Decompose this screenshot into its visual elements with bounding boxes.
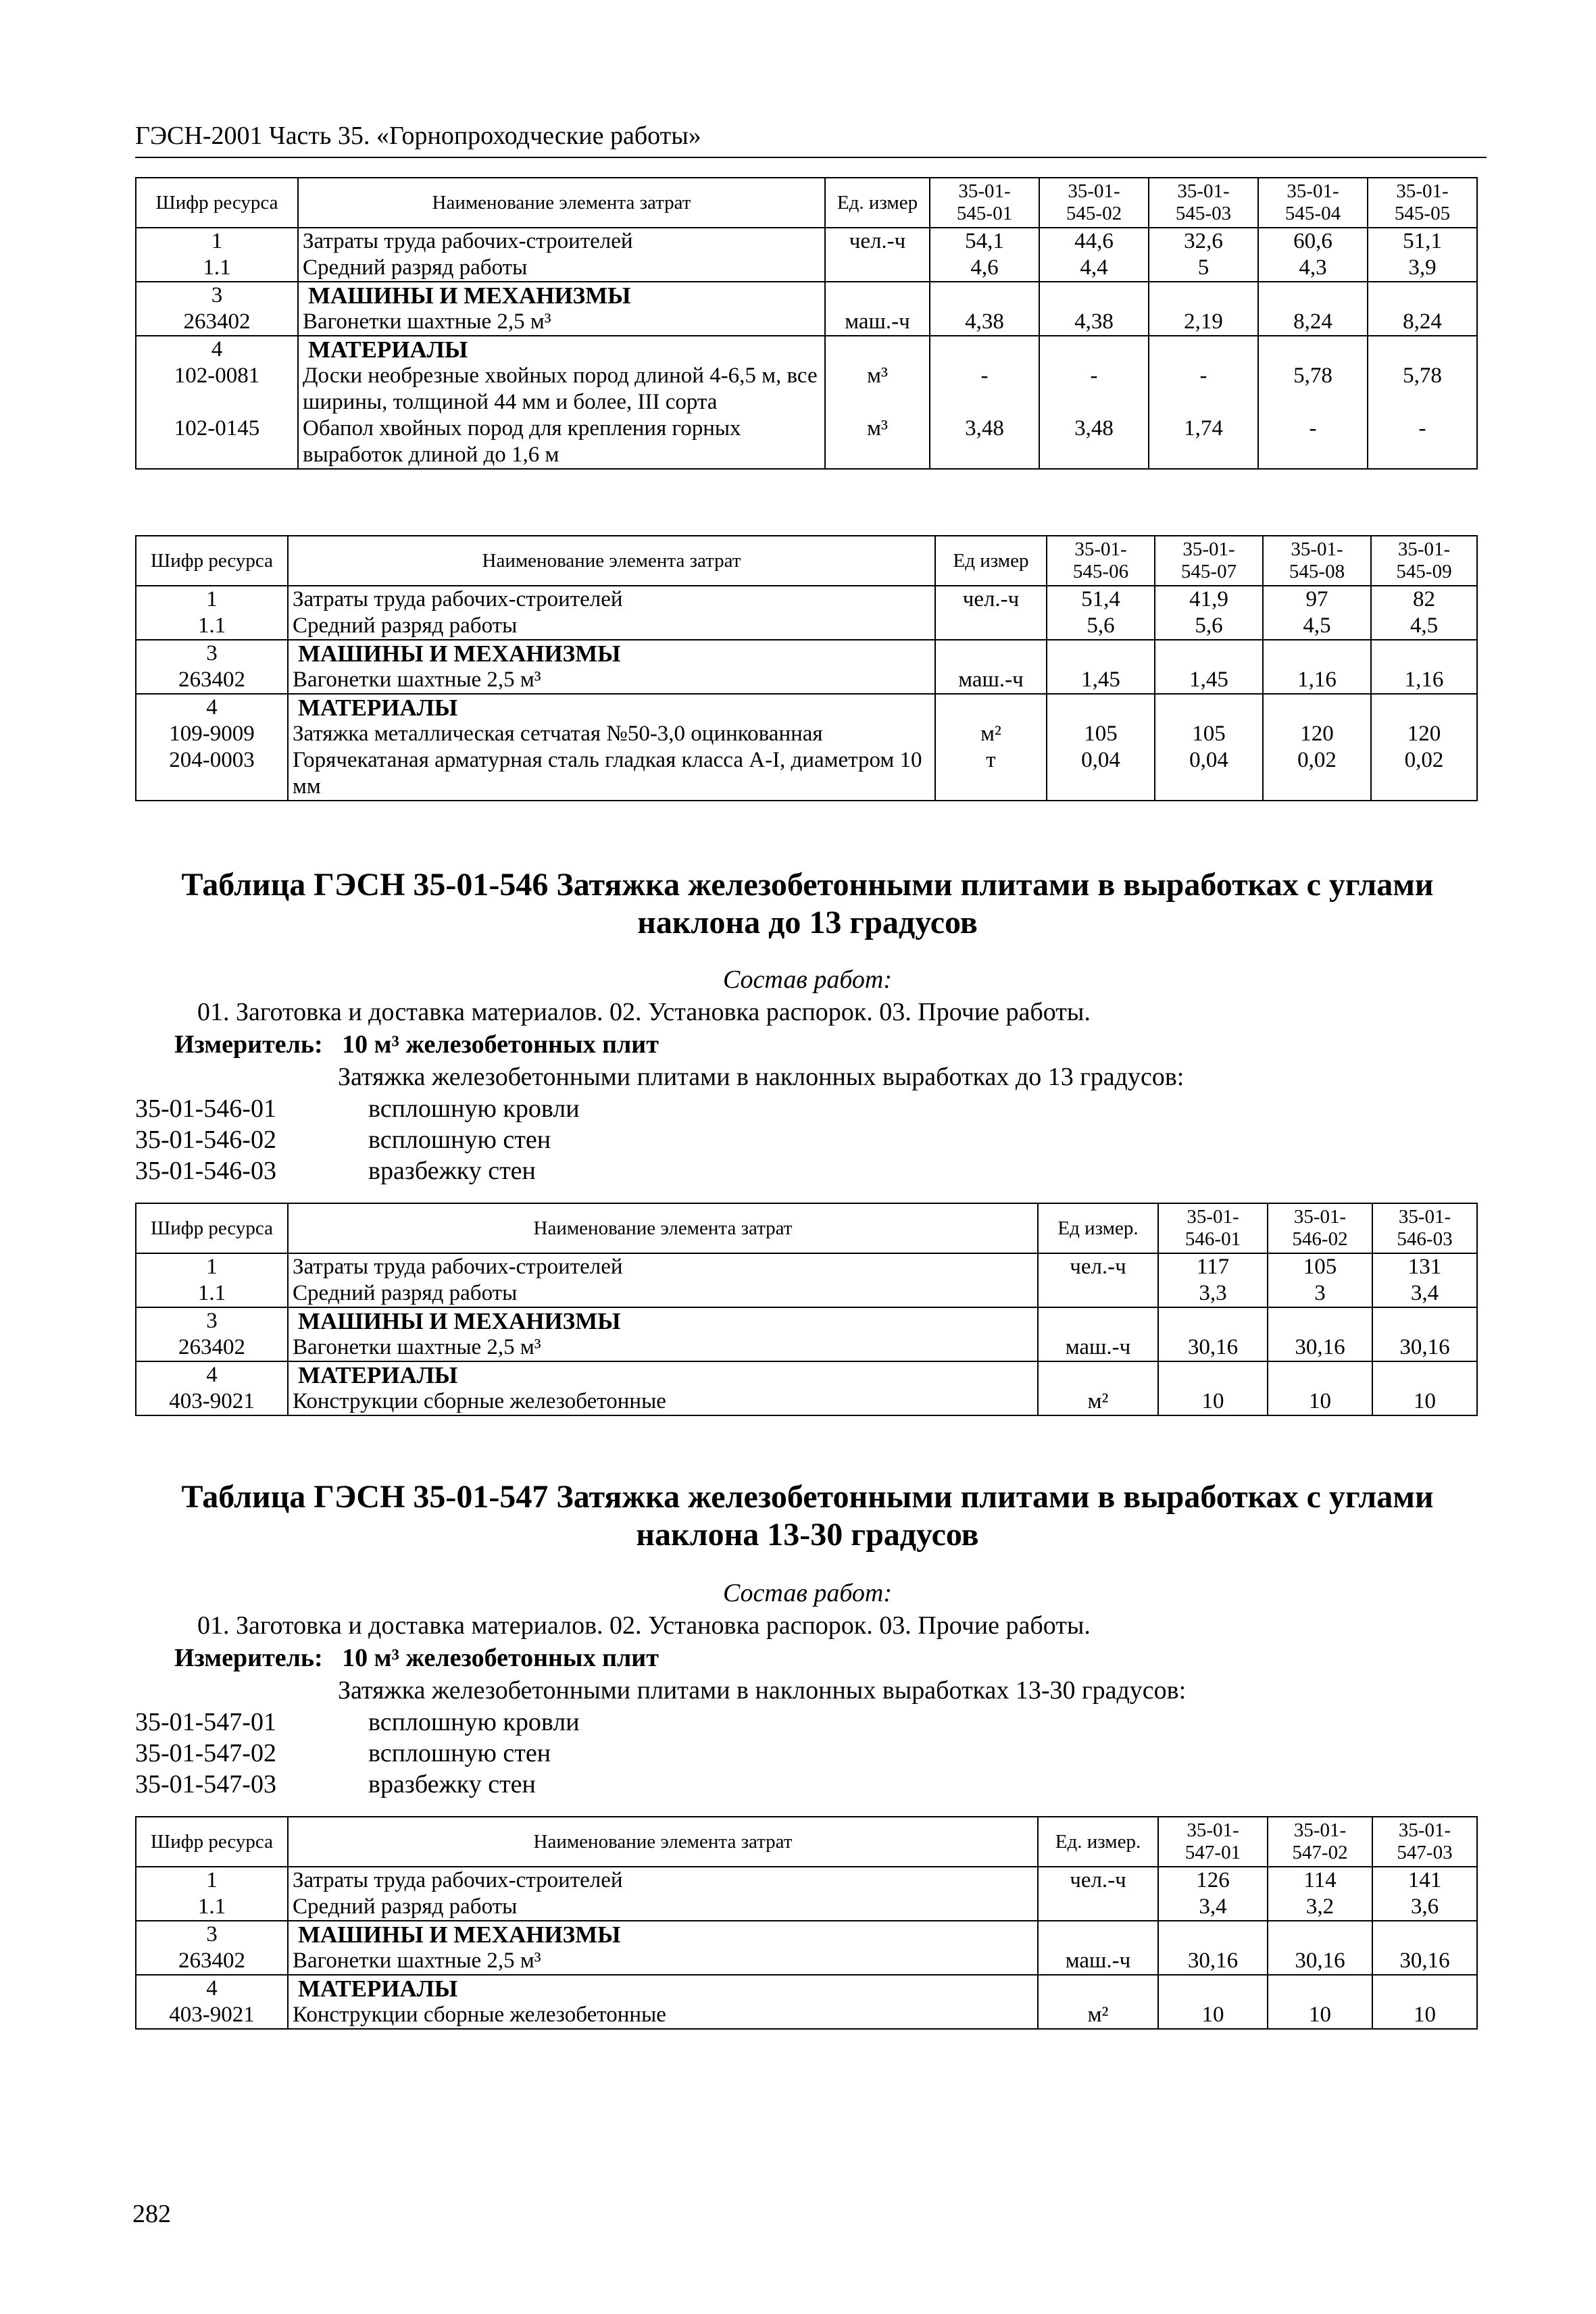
column-header: 35-01- 545-07 <box>1155 536 1263 586</box>
intro-547: Затяжка железобетонными плитами в наклонных выработках 13-30 градусов: <box>338 1676 1187 1705</box>
table-row <box>136 1253 1477 1280</box>
table-row <box>136 1948 1477 1975</box>
resource-name: Затраты труда рабочих-строителей <box>288 586 935 613</box>
unit: маш.-ч <box>825 309 930 336</box>
table-row <box>136 255 1477 282</box>
resource-code: 4 <box>136 694 288 721</box>
resource-name: Доски необрезные хвойных пород длиной 4-6,5 м, все ширины, толщиной 44 мм и более, III сорта <box>298 363 825 416</box>
norm-value <box>1158 1921 1268 1948</box>
norm-value: 10 <box>1158 2002 1268 2029</box>
column-header: Шифр ресурса <box>136 178 298 228</box>
resource-code: 1.1 <box>136 255 298 282</box>
norm-value <box>1368 282 1477 309</box>
norm-value: 30,16 <box>1158 1334 1268 1361</box>
column-header: Наименование элемента затрат <box>288 1203 1038 1253</box>
resource-code: 1 <box>136 1867 288 1894</box>
resource-name: Затраты труда рабочих-строителей <box>288 1253 1038 1280</box>
norm-value: - <box>930 363 1039 416</box>
unit: маш.-ч <box>935 667 1047 694</box>
table-row <box>136 228 1477 255</box>
resource-code: 4 <box>136 1361 288 1388</box>
column-header: 35-01- 545-08 <box>1263 536 1371 586</box>
unit <box>935 640 1047 667</box>
work-code: 35-01-546-02 <box>135 1126 276 1154</box>
norm-value: 10 <box>1372 1388 1477 1415</box>
norm-value <box>1039 336 1149 363</box>
norm-value: 3,9 <box>1368 255 1477 282</box>
resource-table-546 <box>135 1203 1478 1416</box>
meter-line-546 <box>174 1030 659 1059</box>
table-row <box>136 1361 1477 1388</box>
column-header: 35-01- 547-02 <box>1268 1817 1372 1867</box>
resource-code: 263402 <box>136 1948 288 1975</box>
column-header: 35-01- 545-06 <box>1047 536 1155 586</box>
norm-value <box>1372 1921 1477 1948</box>
unit <box>1038 1975 1158 2002</box>
running-header: ГЭСН-2001 Часть 35. «Горнопроходческие работы» <box>135 122 701 150</box>
resource-code: 1 <box>136 586 288 613</box>
unit <box>1038 1280 1158 1307</box>
table-row <box>136 721 1477 747</box>
unit <box>825 282 930 309</box>
norm-value <box>1268 1921 1372 1948</box>
norm-value: 4,4 <box>1039 255 1149 282</box>
unit <box>935 694 1047 721</box>
norm-value: 32,6 <box>1149 228 1258 255</box>
table-row <box>136 282 1477 309</box>
work-desc: всплошную кровли <box>368 1095 580 1123</box>
composition-text-547: 01. Заготовка и доставка материалов. 02. Установка распорок. 03. Прочие работы. <box>197 1611 1091 1640</box>
resource-name: Вагонетки шахтные 2,5 м³ <box>288 1334 1038 1361</box>
section-title-547: Таблица ГЭСН 35-01-547 Затяжка железобетонными плитами в выработках с углами наклона 13-30 градусов <box>181 1479 1434 1553</box>
resource-code: 1.1 <box>136 1894 288 1921</box>
norm-value <box>1268 1361 1372 1388</box>
norm-value: 1,16 <box>1371 667 1477 694</box>
resource-code: 3 <box>136 640 288 667</box>
norm-value <box>1368 336 1477 363</box>
norm-value: 97 <box>1263 586 1371 613</box>
unit: т <box>935 747 1047 801</box>
unit: м² <box>935 721 1047 747</box>
norm-value <box>1047 640 1155 667</box>
column-header: Шифр ресурса <box>136 1817 288 1867</box>
resource-name: Конструкции сборные железобетонные <box>288 2002 1038 2029</box>
norm-value: 60,6 <box>1258 228 1368 255</box>
header-row <box>136 1203 1477 1253</box>
column-header: 35-01- 545-03 <box>1149 178 1258 228</box>
meter-value-547: 10 м³ железобетонных плит <box>342 1644 659 1672</box>
norm-value: 1,74 <box>1149 416 1258 469</box>
resource-name: МАТЕРИАЛЫ <box>288 1975 1038 2002</box>
resource-code: 4 <box>136 336 298 363</box>
norm-value: 0,04 <box>1047 747 1155 801</box>
norm-value <box>1149 336 1258 363</box>
column-header: Ед. измер. <box>1038 1817 1158 1867</box>
resource-name: МАТЕРИАЛЫ <box>288 1361 1038 1388</box>
norm-value: 4,3 <box>1258 255 1368 282</box>
norm-value: 4,5 <box>1371 613 1477 640</box>
norm-value <box>1158 1307 1268 1334</box>
resource-code: 102-0081 <box>136 363 298 416</box>
resource-name: Средний разряд работы <box>288 613 935 640</box>
column-header: 35-01- 545-02 <box>1039 178 1149 228</box>
meter-line-547 <box>174 1643 659 1673</box>
norm-value: 10 <box>1268 2002 1372 2029</box>
table-row <box>136 363 1477 416</box>
resource-name: Затраты труда рабочих-строителей <box>298 228 825 255</box>
resource-table-545-01-05 <box>135 177 1478 470</box>
resource-code: 1.1 <box>136 613 288 640</box>
table-row <box>136 1280 1477 1307</box>
norm-value <box>1263 640 1371 667</box>
resource-name: МАШИНЫ И МЕХАНИЗМЫ <box>288 1921 1038 1948</box>
norm-value: 51,4 <box>1047 586 1155 613</box>
table-row <box>136 1894 1477 1921</box>
column-header: 35-01- 546-01 <box>1158 1203 1268 1253</box>
column-header: 35-01- 545-09 <box>1371 536 1477 586</box>
column-header: Наименование элемента затрат <box>288 536 935 586</box>
resource-name: Средний разряд работы <box>288 1280 1038 1307</box>
resource-name: МАШИНЫ И МЕХАНИЗМЫ <box>288 640 935 667</box>
column-header: 35-01- 547-03 <box>1372 1817 1477 1867</box>
header-row <box>136 536 1477 586</box>
resource-table-547 <box>135 1816 1478 2030</box>
resource-code: 4 <box>136 1975 288 2002</box>
norm-value: 5 <box>1149 255 1258 282</box>
norm-value: 41,9 <box>1155 586 1263 613</box>
unit: маш.-ч <box>1038 1948 1158 1975</box>
resource-name: Затяжка металлическая сетчатая №50-3,0 оцинкованная <box>288 721 935 747</box>
composition-title-547: Состав работ: <box>722 1579 893 1607</box>
resource-code: 403-9021 <box>136 2002 288 2029</box>
table-row <box>136 309 1477 336</box>
composition-title-546: Состав работ: <box>722 965 893 994</box>
resource-name: МАТЕРИАЛЫ <box>298 336 825 363</box>
table-row <box>136 586 1477 613</box>
work-desc: всплошную стен <box>368 1126 551 1154</box>
norm-value <box>1371 694 1477 721</box>
column-header: 35-01- 545-05 <box>1368 178 1477 228</box>
norm-value <box>1155 640 1263 667</box>
norm-value: 3,4 <box>1158 1894 1268 1921</box>
column-header: Наименование элемента затрат <box>288 1817 1038 1867</box>
norm-value: 105 <box>1155 721 1263 747</box>
norm-value <box>1039 282 1149 309</box>
resource-name: Средний разряд работы <box>288 1894 1038 1921</box>
unit <box>1038 1361 1158 1388</box>
work-desc: вразбежку стен <box>368 1157 536 1185</box>
norm-value: 5,6 <box>1155 613 1263 640</box>
unit <box>1038 1921 1158 1948</box>
work-code: 35-01-546-03 <box>135 1157 276 1185</box>
norm-value: 3,48 <box>1039 416 1149 469</box>
column-header: 35-01- 546-02 <box>1268 1203 1372 1253</box>
unit: м³ <box>825 363 930 416</box>
table-row <box>136 747 1477 801</box>
column-header: 35-01- 547-01 <box>1158 1817 1268 1867</box>
norm-value: 3,3 <box>1158 1280 1268 1307</box>
column-header: 35-01- 545-01 <box>930 178 1039 228</box>
resource-table-545-06-09 <box>135 535 1478 801</box>
resource-name: Вагонетки шахтные 2,5 м³ <box>288 1948 1038 1975</box>
norm-value: 3,4 <box>1372 1280 1477 1307</box>
resource-code: 263402 <box>136 309 298 336</box>
norm-value: 10 <box>1158 1388 1268 1415</box>
norm-value: - <box>1039 363 1149 416</box>
column-header: Ед измер. <box>1038 1203 1158 1253</box>
norm-value: 4,38 <box>930 309 1039 336</box>
norm-value: 8,24 <box>1368 309 1477 336</box>
resource-code: 263402 <box>136 667 288 694</box>
norm-value: 120 <box>1371 721 1477 747</box>
norm-value <box>1258 336 1368 363</box>
resource-name: Обапол хвойных пород для крепления горных выработок длиной до 1,6 м <box>298 416 825 469</box>
norm-value: 10 <box>1268 1388 1372 1415</box>
unit: чел.-ч <box>825 228 930 255</box>
norm-value: 10 <box>1372 2002 1477 2029</box>
table-row <box>136 1307 1477 1334</box>
resource-code: 109-9009 <box>136 721 288 747</box>
norm-value: 8,24 <box>1258 309 1368 336</box>
table-row <box>136 2002 1477 2029</box>
resource-name: Затраты труда рабочих-строителей <box>288 1867 1038 1894</box>
norm-value: 30,16 <box>1372 1334 1477 1361</box>
unit: чел.-ч <box>1038 1253 1158 1280</box>
norm-value: 30,16 <box>1268 1948 1372 1975</box>
norm-value: 1,45 <box>1155 667 1263 694</box>
norm-value <box>1263 694 1371 721</box>
table-row <box>136 1921 1477 1948</box>
resource-name: МАШИНЫ И МЕХАНИЗМЫ <box>288 1307 1038 1334</box>
work-desc: всплошную стен <box>368 1739 551 1767</box>
norm-value: 126 <box>1158 1867 1268 1894</box>
norm-value: 30,16 <box>1158 1948 1268 1975</box>
unit: чел.-ч <box>935 586 1047 613</box>
work-code: 35-01-546-01 <box>135 1095 276 1123</box>
unit: чел.-ч <box>1038 1867 1158 1894</box>
column-header: 35-01- 546-03 <box>1372 1203 1477 1253</box>
resource-code: 263402 <box>136 1334 288 1361</box>
norm-value: - <box>1368 416 1477 469</box>
norm-value: 114 <box>1268 1867 1372 1894</box>
norm-value: 105 <box>1047 721 1155 747</box>
norm-value: 2,19 <box>1149 309 1258 336</box>
composition-text-546: 01. Заготовка и доставка материалов. 02. Установка распорок. 03. Прочие работы. <box>197 998 1091 1026</box>
norm-value <box>1268 1307 1372 1334</box>
norm-value <box>1371 640 1477 667</box>
resource-name: Горячекатаная арматурная сталь гладкая класса А-I, диаметром 10 мм <box>288 747 935 801</box>
column-header: 35-01- 545-04 <box>1258 178 1368 228</box>
resource-code: 1 <box>136 228 298 255</box>
norm-value <box>1268 1975 1372 2002</box>
resource-code: 1.1 <box>136 1280 288 1307</box>
resource-code: 3 <box>136 1921 288 1948</box>
norm-value: 3 <box>1268 1280 1372 1307</box>
norm-value: 120 <box>1263 721 1371 747</box>
norm-value: - <box>1149 363 1258 416</box>
table-row <box>136 667 1477 694</box>
column-header: Ед измер <box>935 536 1047 586</box>
header-row <box>136 1817 1477 1867</box>
table-row <box>136 1388 1477 1415</box>
resource-code: 3 <box>136 1307 288 1334</box>
norm-value: 51,1 <box>1368 228 1477 255</box>
table-row <box>136 694 1477 721</box>
unit <box>1038 1307 1158 1334</box>
column-header: Шифр ресурса <box>136 1203 288 1253</box>
resource-name: МАШИНЫ И МЕХАНИЗМЫ <box>298 282 825 309</box>
header-rule <box>135 157 1487 158</box>
norm-value: 117 <box>1158 1253 1268 1280</box>
norm-value: 82 <box>1371 586 1477 613</box>
table-row <box>136 1334 1477 1361</box>
norm-value: 105 <box>1268 1253 1372 1280</box>
intro-546: Затяжка железобетонными плитами в наклонных выработках до 13 градусов: <box>338 1063 1184 1091</box>
norm-value: 1,45 <box>1047 667 1155 694</box>
norm-value <box>930 282 1039 309</box>
norm-value: 4,5 <box>1263 613 1371 640</box>
table-row <box>136 1867 1477 1894</box>
norm-value: 0,04 <box>1155 747 1263 801</box>
unit <box>825 336 930 363</box>
table-row <box>136 613 1477 640</box>
table-row <box>136 336 1477 363</box>
norm-value: - <box>1258 416 1368 469</box>
norm-value: 3,48 <box>930 416 1039 469</box>
norm-value <box>1149 282 1258 309</box>
work-code: 35-01-547-03 <box>135 1770 276 1799</box>
unit <box>1038 1894 1158 1921</box>
page-number: 282 <box>132 2200 171 2228</box>
resource-name: Конструкции сборные железобетонные <box>288 1388 1038 1415</box>
norm-value <box>1372 1975 1477 2002</box>
table-row <box>136 416 1477 469</box>
column-header: Ед. измер <box>825 178 930 228</box>
table-row <box>136 1975 1477 2002</box>
norm-value: 1,16 <box>1263 667 1371 694</box>
unit: м² <box>1038 1388 1158 1415</box>
column-header: Наименование элемента затрат <box>298 178 825 228</box>
norm-value <box>1047 694 1155 721</box>
norm-value: 0,02 <box>1371 747 1477 801</box>
work-desc: всплошную кровли <box>368 1708 580 1736</box>
unit: м³ <box>825 416 930 469</box>
work-desc: вразбежку стен <box>368 1770 536 1799</box>
resource-name: Вагонетки шахтные 2,5 м³ <box>298 309 825 336</box>
meter-label-546: Измеритель: <box>174 1030 323 1059</box>
norm-value: 30,16 <box>1372 1948 1477 1975</box>
resource-code: 204-0003 <box>136 747 288 801</box>
norm-value <box>1158 1975 1268 2002</box>
work-code: 35-01-547-02 <box>135 1739 276 1767</box>
norm-value: 4,6 <box>930 255 1039 282</box>
norm-value <box>1372 1361 1477 1388</box>
column-header: Шифр ресурса <box>136 536 288 586</box>
resource-code: 403-9021 <box>136 1388 288 1415</box>
norm-value: 3,2 <box>1268 1894 1372 1921</box>
unit: м² <box>1038 2002 1158 2029</box>
norm-value: 141 <box>1372 1867 1477 1894</box>
resource-name: Вагонетки шахтные 2,5 м³ <box>288 667 935 694</box>
section-title-546: Таблица ГЭСН 35-01-546 Затяжка железобетонными плитами в выработках с углами наклона до 13 градусов <box>181 867 1434 940</box>
resource-code: 102-0145 <box>136 416 298 469</box>
norm-value: 3,6 <box>1372 1894 1477 1921</box>
norm-value: 0,02 <box>1263 747 1371 801</box>
table-row <box>136 640 1477 667</box>
unit: маш.-ч <box>1038 1334 1158 1361</box>
norm-value: 44,6 <box>1039 228 1149 255</box>
unit <box>825 255 930 282</box>
work-code: 35-01-547-01 <box>135 1708 276 1736</box>
norm-value <box>930 336 1039 363</box>
unit <box>935 613 1047 640</box>
norm-value: 30,16 <box>1268 1334 1372 1361</box>
meter-value-546: 10 м³ железобетонных плит <box>342 1030 659 1059</box>
norm-value <box>1158 1361 1268 1388</box>
resource-name: МАТЕРИАЛЫ <box>288 694 935 721</box>
norm-value: 5,78 <box>1368 363 1477 416</box>
norm-value <box>1155 694 1263 721</box>
norm-value: 5,6 <box>1047 613 1155 640</box>
norm-value: 5,78 <box>1258 363 1368 416</box>
meter-label-547: Измеритель: <box>174 1644 323 1672</box>
norm-value: 131 <box>1372 1253 1477 1280</box>
resource-code: 3 <box>136 282 298 309</box>
norm-value <box>1258 282 1368 309</box>
header-row <box>136 178 1477 228</box>
norm-value: 4,38 <box>1039 309 1149 336</box>
resource-code: 1 <box>136 1253 288 1280</box>
norm-value: 54,1 <box>930 228 1039 255</box>
norm-value <box>1372 1307 1477 1334</box>
resource-name: Средний разряд работы <box>298 255 825 282</box>
